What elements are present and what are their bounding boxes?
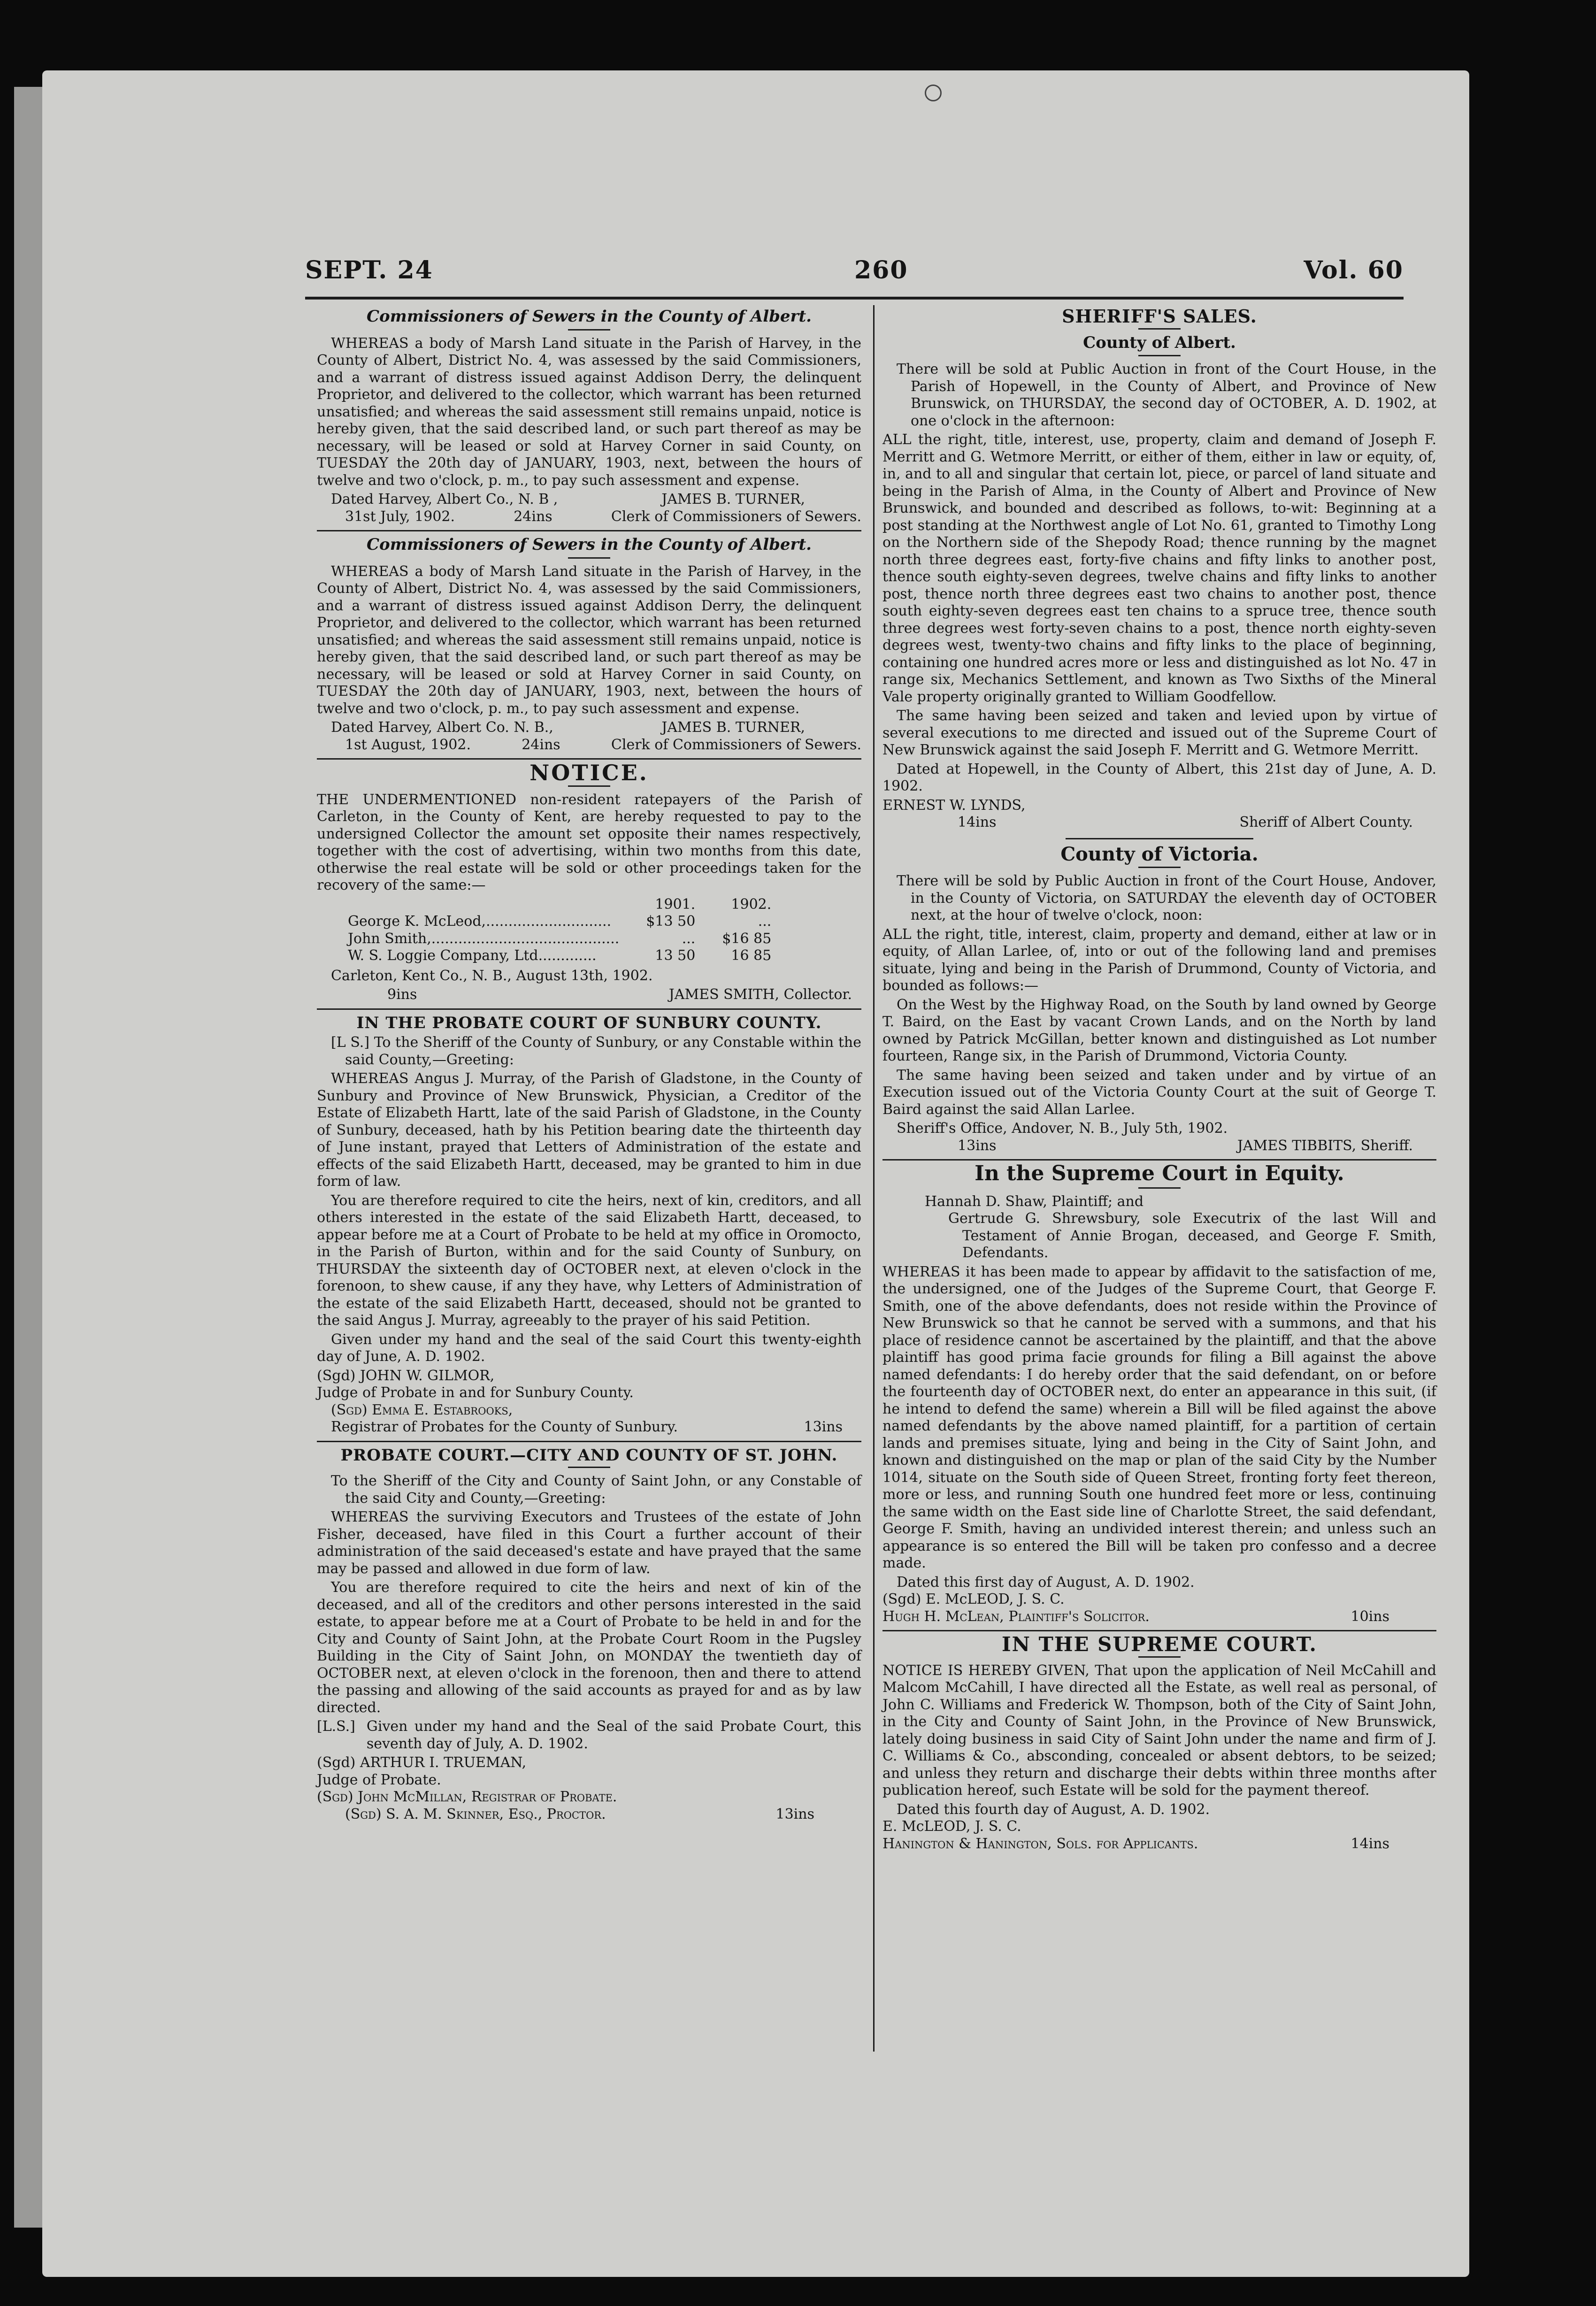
table-header-row <box>345 896 774 914</box>
amount-1901: $13 50 <box>646 913 696 930</box>
amount-1901: ... <box>682 930 696 947</box>
probate-stjohn <box>317 1447 861 1823</box>
sewers-1-date: 31st July, 1902. <box>345 508 455 525</box>
year-1901: 1901. <box>655 896 696 913</box>
probate-sunbury-title: IN THE PROBATE COURT OF SUNBURY COUNTY. <box>356 1013 822 1032</box>
notice-ins: 9ins <box>387 986 417 1003</box>
supreme-judge: E. McLEOD, J. S. C. <box>882 1818 1021 1835</box>
header-volume: Vol. 60 <box>1304 256 1404 284</box>
left-column <box>317 305 861 1823</box>
sewers-2-title: Commissioners of Sewers in the County of Albert. <box>367 535 812 554</box>
sewers-2-body: WHEREAS a body of Marsh Land situate in the Parish of Harvey, in the County of Albert, District No. 4, was assessed by the said Commissioners, and a warrant of distress issued against Addison Derry, the delinquent Proprietor, and delivered to the collector, which warrant has been returned unsatisfied; and whereas the said assessment still remains unpaid, notice is hereby given, that the said described land, or such part thereof as may be necessary, will be leased or sold at Harvey Corner in said County, on TUESDAY the 20th day of JANUARY, 1903, next, between the hours of twelve and two o'clock, p. m., to pay such assessment and expense. <box>317 563 861 717</box>
amount-1901: 13 50 <box>655 947 696 964</box>
equity-p1: WHEREAS it has been made to appear by affidavit to the satisfaction of me, the undersigned, one of the Judges of the Supreme Court, that George F. Smith, one of the above defendants, does not reside within the Province of New Brunswick so that he cannot be served with a summons, and that his place of residence cannot be ascertained by the plaintiff, and that the above plaintiff has good prima facie grounds for filing a Bill against the above named defendants: I do hereby order that the said defendant, on or before the fourteenth day of OCTOBER next, do enter an appearance in this suit, (if he intend to defend the same) wherein a Bill will be filed against the above named defendants by the above named plaintiff, for a partition of certain lands and premises situate, lying and being in the City of Saint John, and known and distinguished on the map or plan of the said City by the Number 1014, situate on the South side of Queen Street, fronting forty feet thereon, more or less, and running South one hundred feet more or less, continuing the same width on the East side line of Charlotte Street, the said defendant, George F. Smith, having an undivided interest therein; and unless such an appearance is so entered the Bill will be taken pro confesso and a decree made. <box>882 1263 1436 1571</box>
supreme-p2: Dated this fourth day of August, A. D. 1902. <box>897 1801 1210 1818</box>
albert-p1: ALL the right, title, interest, use, property, claim and demand of Joseph F. Merritt and G. Wetmore Merritt, or either of them, either in law or equity, of, in, and to all and singular that certain lot, piece, or parcel of land situate and being in the Parish of Alma, in the County of Albert and Province of New Brunswick, and bounded and described as follows, to-wit: Beginning at a post standing at the Northwest angle of Lot No. 61, granted to Timothy Long on the Northern side of the Shepody Road; thence running by the magnet north three degrees east, forty-five chains and fifty links to another post, thence south eighty-seven degrees, twelve chains and fifty links to another post, thence north three degrees east two chains to another post, thence south eighty-seven degrees east ten chains to a spruce tree, thence south three degrees west forty-seven chains to a post, thence north eighty-seven degrees west, twenty-two chains and fifty links to the place of beginning, containing one hundred acres more or less and distinguished as lot No. 47 in range six, Mechanics Settlement, and known as Two Sixths of the Mineral Vale property originally granted to William Goodfellow. <box>882 431 1436 705</box>
divider <box>1066 838 1253 839</box>
albert-role: Sheriff of Albert County. <box>1239 814 1413 830</box>
header-page-number: 260 <box>854 256 908 284</box>
notice-title: NOTICE. <box>529 760 649 785</box>
equity-judge: (Sgd) E. McLEOD, J. S. C. <box>882 1591 1065 1607</box>
probate-stjohn-judge: (Sgd) ARTHUR I. TRUEMAN, <box>317 1754 527 1771</box>
section-separator <box>317 530 861 531</box>
probate-sunbury-judge: (Sgd) JOHN W. GILMOR, <box>317 1367 495 1384</box>
supreme-court <box>882 1633 1436 1852</box>
divider <box>568 1467 610 1468</box>
supreme-p1: NOTICE IS HEREBY GIVEN, That upon the application of Neil McCahill and Malcom McCahill, I have directed all the Estate, as well real as personal, of John C. Williams and Frederick W. Thompson, both of the City of Saint John, in the City and County of Saint John, in the Province of New Brunswick, lately doing business in said City of Saint John under the name and firm of J. C. Williams & Co., absconding, concealed or absent debtors, to be seized; and unless they return and discharge their debts within three months after publication hereof, such Estate will be sold for the payment thereof. <box>882 1662 1436 1799</box>
sewers-1-title: Commissioners of Sewers in the County of Albert. <box>367 307 812 326</box>
probate-stjohn-seal: [L.S.] <box>317 1718 355 1735</box>
victoria-signer: JAMES TIBBITS, Sheriff. <box>1237 1137 1413 1154</box>
victoria-p2: On the West by the Highway Road, on the South by land owned by George T. Baird, on the East by vacant Crown Lands, and on the North by land owned by Patrick McGillan, better known and distinguished as Lot number fourteen, Range six, in the Parish of Drummond, Victoria County. <box>882 996 1436 1064</box>
notice-ratepayers <box>317 760 861 1004</box>
sewers-notice-2 <box>317 536 861 753</box>
sewers-1-ins: 24ins <box>514 508 552 525</box>
equity-p2: Dated this first day of August, A. D. 1902. <box>897 1574 1195 1591</box>
albert-p3: Dated at Hopewell, in the County of Albert, this 21st day of June, A. D. 1902. <box>882 761 1436 794</box>
header-rule <box>305 297 1404 300</box>
equity-party-2: Gertrude G. Shrewsbury, sole Executrix of the last Will and Testament of Annie Brogan, deceased, and George F. Smith, Defendants. <box>948 1210 1436 1261</box>
county-albert-title: County of Albert. <box>1083 333 1236 352</box>
notice-signer: JAMES SMITH, Collector. <box>668 986 852 1003</box>
albert-ins: 14ins <box>958 814 997 830</box>
probate-sunbury-registrar: (Sgd) Emma E. Estabrooks, <box>331 1401 513 1418</box>
county-victoria-title: County of Victoria. <box>1060 843 1258 865</box>
notice-body: THE UNDERMENTIONED non-resident ratepayers of the Parish of Carleton, in the County of Kent, are hereby requested to pay to the undersigned Collector the amount set opposite their names respectively, together with the cost of advertising, within two months from this date, otherwise the real estate will be sold or other proceedings taken for the recovery of the same:— <box>317 791 861 893</box>
victoria-intro: There will be sold by Public Auction in front of the Court House, Andover, in the County of Victoria, on SATURDAY the eleventh day of OCTOBER next, at the hour of twelve o'clock, noon: <box>897 873 1436 923</box>
probate-stjohn-address: To the Sheriff of the City and County of Saint John, or any Constable of the said City and County,—Greeting: <box>331 1473 861 1507</box>
probate-sunbury-ins: 13ins <box>804 1419 843 1435</box>
divider <box>568 329 610 331</box>
amount-1902: $16 85 <box>722 930 772 947</box>
equity-solicitor: Hugh H. McLean, Plaintiff's Solicitor. <box>882 1608 1150 1625</box>
probate-stjohn-p1: WHEREAS the surviving Executors and Trustees of the estate of John Fisher, deceased, have filed in this Court a further account of their administration of the said deceased's estate and have prayed that the same may be passed and allowed in due form of law. <box>317 1509 861 1577</box>
ratepayer-name: John Smith,.......................................... <box>348 930 620 947</box>
victoria-p1: ALL the right, title, interest, claim, property and demand, either at law or in equity, of Allan Larlee, of, into or out of the following land and premises situate, lying and being in the Parish of Drummond, County of Victoria, and bounded as follows:— <box>882 926 1436 994</box>
probate-stjohn-p3: Given under my hand and the Seal of the said Probate Court, this seventh day of July, A. D. 1902. <box>366 1718 861 1752</box>
probate-sunbury-address: [L S.] To the Sheriff of the County of Sunbury, or any Constable within the said County,—Greeting: <box>331 1034 861 1068</box>
divider <box>1138 328 1181 330</box>
victoria-ins: 13ins <box>958 1137 997 1154</box>
header-date: SEPT. 24 <box>305 256 433 284</box>
sewers-notice-1 <box>317 308 861 525</box>
equity-party-1: Hannah D. Shaw, Plaintiff; and <box>925 1193 1144 1210</box>
table-row <box>345 913 774 930</box>
probate-stjohn-judge-title: Judge of Probate. <box>317 1771 441 1788</box>
page-header <box>305 256 1404 293</box>
section-separator <box>317 758 861 760</box>
column-rule <box>873 305 875 2052</box>
ratepayer-name: W. S. Loggie Company, Ltd............. <box>348 947 597 964</box>
sewers-2-ins: 24ins <box>522 736 560 753</box>
probate-sunbury-p3: Given under my hand and the seal of the said Court this twenty-eighth day of June, A. D. 1902. <box>317 1331 861 1365</box>
amount-1902: 16 85 <box>731 947 772 964</box>
right-column <box>882 305 1436 1852</box>
probate-sunbury <box>317 1015 861 1436</box>
victoria-p3: The same having been seized and taken under and by virtue of an Execution issued out of the Victoria County Court at the suit of George T. Baird against the said Allan Larlee. <box>882 1067 1436 1118</box>
notice-dated: Carleton, Kent Co., N. B., August 13th, 1902. <box>331 967 653 984</box>
divider <box>568 557 610 559</box>
divider <box>1138 1187 1181 1189</box>
section-separator <box>882 1159 1436 1161</box>
probate-stjohn-p2: You are therefore required to cite the heirs and next of kin of the deceased, and all of the creditors and other persons interested in the said estate, to appear before me at a Court of Probate to be held in and for the City and County of Saint John, at the Probate Court Room in the Pugsley Building in the City of Saint John, on MONDAY the twentieth day of OCTOBER next, at eleven o'clock in the forenoon, then and there to attend the passing and allowing of the said accounts as prayed for and as by law directed. <box>317 1579 861 1716</box>
divider <box>1138 355 1181 356</box>
victoria-p4: Sheriff's Office, Andover, N. B., July 5th, 1902. <box>897 1120 1228 1137</box>
sewers-1-signer: JAMES B. TURNER, <box>661 491 805 507</box>
albert-intro: There will be sold at Public Auction in front of the Court House, in the Parish of Hopewell, in the County of Albert, and Province of New Brunswick, on THURSDAY, the second day of OCTOBER, A. D. 1902, at one o'clock in the afternoon: <box>897 361 1436 429</box>
divider <box>1138 867 1181 868</box>
section-separator <box>882 1630 1436 1631</box>
supreme-ins: 14ins <box>1350 1835 1389 1852</box>
probate-sunbury-registrar-title: Registrar of Probates for the County of Sunbury. <box>331 1419 678 1435</box>
section-separator <box>317 1441 861 1442</box>
table-row <box>345 930 774 948</box>
table-row <box>345 947 774 965</box>
equity-title: In the Supreme Court in Equity. <box>974 1161 1344 1185</box>
sheriffs-sales <box>882 308 1436 1154</box>
probate-stjohn-registrar: (Sgd) John McMillan, Registrar of Probate. <box>317 1789 617 1805</box>
albert-p2: The same having been seized and taken and levied upon by virtue of several executions to me directed and issued out of the Supreme Court of New Brunswick against the said Joseph F. Merritt and G. Wetmore Merritt. <box>882 707 1436 758</box>
sewers-1-body: WHEREAS a body of Marsh Land situate in the Parish of Harvey, in the County of Albert, District No. 4, was assessed by the said Commissioners, and a warrant of distress issued against Addison Derry, the delinquent Proprietor, and delivered to the collector, which warrant has been returned unsatisfied; and whereas the said assessment still remains unpaid, notice is hereby given, that the said described land, or such part thereof as may be necessary, will be leased or sold at Harvey Corner in said County, on TUESDAY the 20th day of JANUARY, 1903, next, between the hours of twelve and two o'clock, p. m., to pay such assessment and expense. <box>317 335 861 489</box>
albert-signer: ERNEST W. LYNDS, <box>882 797 1026 814</box>
supreme-title: IN THE SUPREME COURT. <box>1001 1633 1318 1656</box>
binding-hole-icon <box>925 85 942 101</box>
ratepayer-name: George K. McLeod,............................ <box>348 913 612 930</box>
divider <box>1138 1656 1181 1658</box>
section-separator <box>317 1008 861 1010</box>
ratepayer-table <box>345 896 774 965</box>
probate-sunbury-p1: WHEREAS Angus J. Murray, of the Parish of Gladstone, in the County of Sunbury and Province of New Brunswick, Physician, a Creditor of the Estate of Elizabeth Hartt, late of the said Parish of Gladstone, in the County of Sunbury, deceased, hath by his Petition bearing date the thirteenth day of June instant, prayed that Letters of Administration of the estate and effects of the said Elizabeth Hartt, deceased, may be granted to him in due form of law. <box>317 1070 861 1190</box>
probate-stjohn-proctor: (Sgd) S. A. M. Skinner, Esq., Proctor. <box>345 1806 606 1822</box>
sewers-2-signer: JAMES B. TURNER, <box>661 719 805 736</box>
sewers-1-role: Clerk of Commissioners of Sewers. <box>611 508 861 525</box>
sewers-2-date: 1st August, 1902. <box>345 736 471 753</box>
sewers-1-dated: Dated Harvey, Albert Co., N. B , <box>331 491 558 507</box>
probate-sunbury-judge-title: Judge of Probate in and for Sunbury County. <box>317 1384 634 1401</box>
probate-sunbury-p2: You are therefore required to cite the heirs, next of kin, creditors, and all others interested in the estate of the said Elizabeth Hartt, deceased, to appear before me at a Court of Probate to be held at my office in Oromocto, in the Parish of Burton, within and for the said County of Sunbury, on THURSDAY the sixteenth day of OCTOBER next, at eleven o'clock in the forenoon, to shew cause, if any they have, why Letters of Administration of the estate of the said Elizabeth Hartt, deceased, should not be granted to the said Angus J. Murray, agreeably to the prayer of his said Petition. <box>317 1192 861 1329</box>
sewers-2-dated: Dated Harvey, Albert Co. N. B., <box>331 719 553 736</box>
year-1902: 1902. <box>731 896 772 913</box>
sewers-2-role: Clerk of Commissioners of Sewers. <box>611 736 861 753</box>
sheriffs-sales-title: SHERIFF'S SALES. <box>1062 306 1257 327</box>
equity-ins: 10ins <box>1350 1608 1389 1625</box>
supreme-solicitors: Hanington & Hanington, Sols. for Applicants. <box>882 1835 1198 1852</box>
supreme-court-equity <box>882 1161 1436 1625</box>
amount-1902: ... <box>758 913 772 930</box>
probate-stjohn-title: PROBATE COURT.—CITY AND COUNTY OF ST. JOHN. <box>340 1445 838 1465</box>
probate-stjohn-ins: 13ins <box>775 1806 814 1822</box>
